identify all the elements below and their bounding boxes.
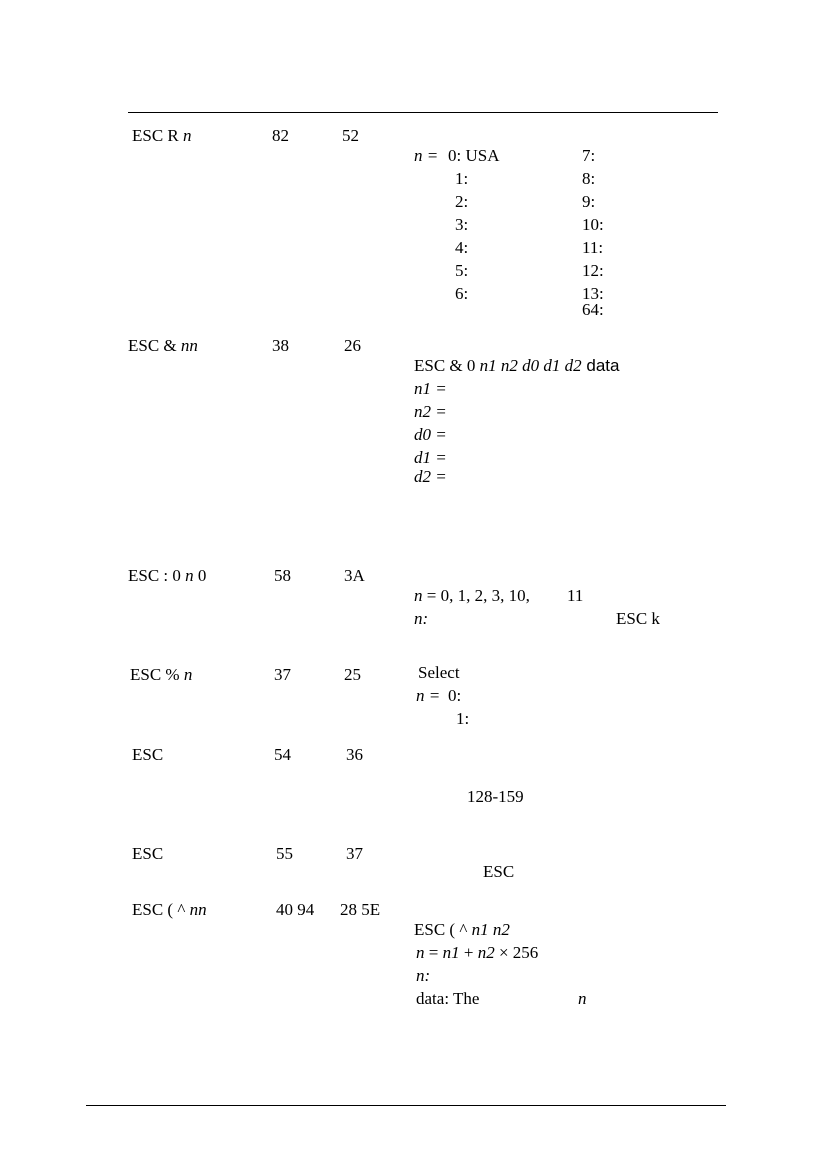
- country-option: 10:: [582, 215, 604, 234]
- option-0: 0:: [448, 686, 462, 705]
- hex-code: 37: [346, 844, 363, 863]
- command-esc-colon: ESC : 0 n 0: [128, 566, 207, 585]
- hex-code: 36: [346, 745, 363, 764]
- parameter-label: n1 =: [414, 379, 447, 398]
- country-option: 12:: [582, 261, 604, 280]
- header-rule: [128, 112, 718, 113]
- country-option: 7:: [582, 146, 596, 165]
- decimal-code: 38: [272, 336, 289, 355]
- n-reference: n: [578, 989, 587, 1008]
- decimal-code: 82: [272, 126, 289, 145]
- hex-code: 26: [344, 336, 361, 355]
- command-syntax: ESC ( ^ n1 n2: [414, 920, 510, 939]
- command-esc-6: ESC: [132, 745, 164, 764]
- n-label: n:: [414, 609, 429, 628]
- country-option: 1:: [455, 169, 469, 188]
- decimal-code: 37: [274, 665, 291, 684]
- command-esc-amp: ESC & nn: [128, 336, 198, 355]
- n-values-last: 11: [567, 586, 584, 605]
- n-label: n:: [416, 966, 431, 985]
- esc-k-reference: ESC k: [616, 609, 660, 628]
- n-equals-label: n =: [416, 686, 441, 705]
- command-esc-paren-caret: ESC ( ^ nn: [132, 900, 207, 919]
- command-esc-r: ESC R n: [132, 126, 192, 145]
- esc-reference: ESC: [483, 862, 515, 881]
- option-1: 1:: [456, 709, 470, 728]
- length-formula: n = n1 + n2 × 256: [416, 943, 539, 962]
- country-option: 11:: [582, 238, 604, 257]
- country-option: 8:: [582, 169, 596, 188]
- command-syntax: ESC & 0 n1 n2 d0 d1 d2 data: [414, 356, 620, 375]
- decimal-code: 55: [276, 844, 293, 863]
- hex-code: 28 5E: [340, 900, 381, 919]
- parameter-label: n2 =: [414, 402, 447, 421]
- select-label: Select: [418, 663, 460, 682]
- country-option: 2:: [455, 192, 469, 211]
- character-range: 128-159: [467, 787, 524, 806]
- country-option: 0: USA: [448, 146, 500, 165]
- country-option: 4:: [455, 238, 469, 257]
- n-equals-label: n =: [414, 146, 439, 165]
- hex-code: 3A: [344, 566, 365, 585]
- command-esc-percent: ESC % n: [130, 665, 193, 684]
- parameter-label: d2 =: [414, 467, 447, 486]
- hex-code: 25: [344, 665, 361, 684]
- parameter-label: d1 =: [414, 448, 447, 467]
- country-option: 6:: [455, 284, 469, 303]
- country-option: 3:: [455, 215, 469, 234]
- data-description: data: The: [416, 989, 480, 1008]
- country-option: 5:: [455, 261, 469, 280]
- country-option: 9:: [582, 192, 596, 211]
- country-option: 64:: [582, 300, 604, 319]
- country-option: 13:: [582, 284, 604, 303]
- decimal-code: 54: [274, 745, 291, 764]
- command-esc-7: ESC: [132, 844, 164, 863]
- decimal-code: 40 94: [276, 900, 315, 919]
- hex-code: 52: [342, 126, 359, 145]
- decimal-code: 58: [274, 566, 291, 585]
- parameter-label: d0 =: [414, 425, 447, 444]
- n-values: n = 0, 1, 2, 3, 10,: [414, 586, 530, 605]
- footer-rule: [86, 1105, 726, 1106]
